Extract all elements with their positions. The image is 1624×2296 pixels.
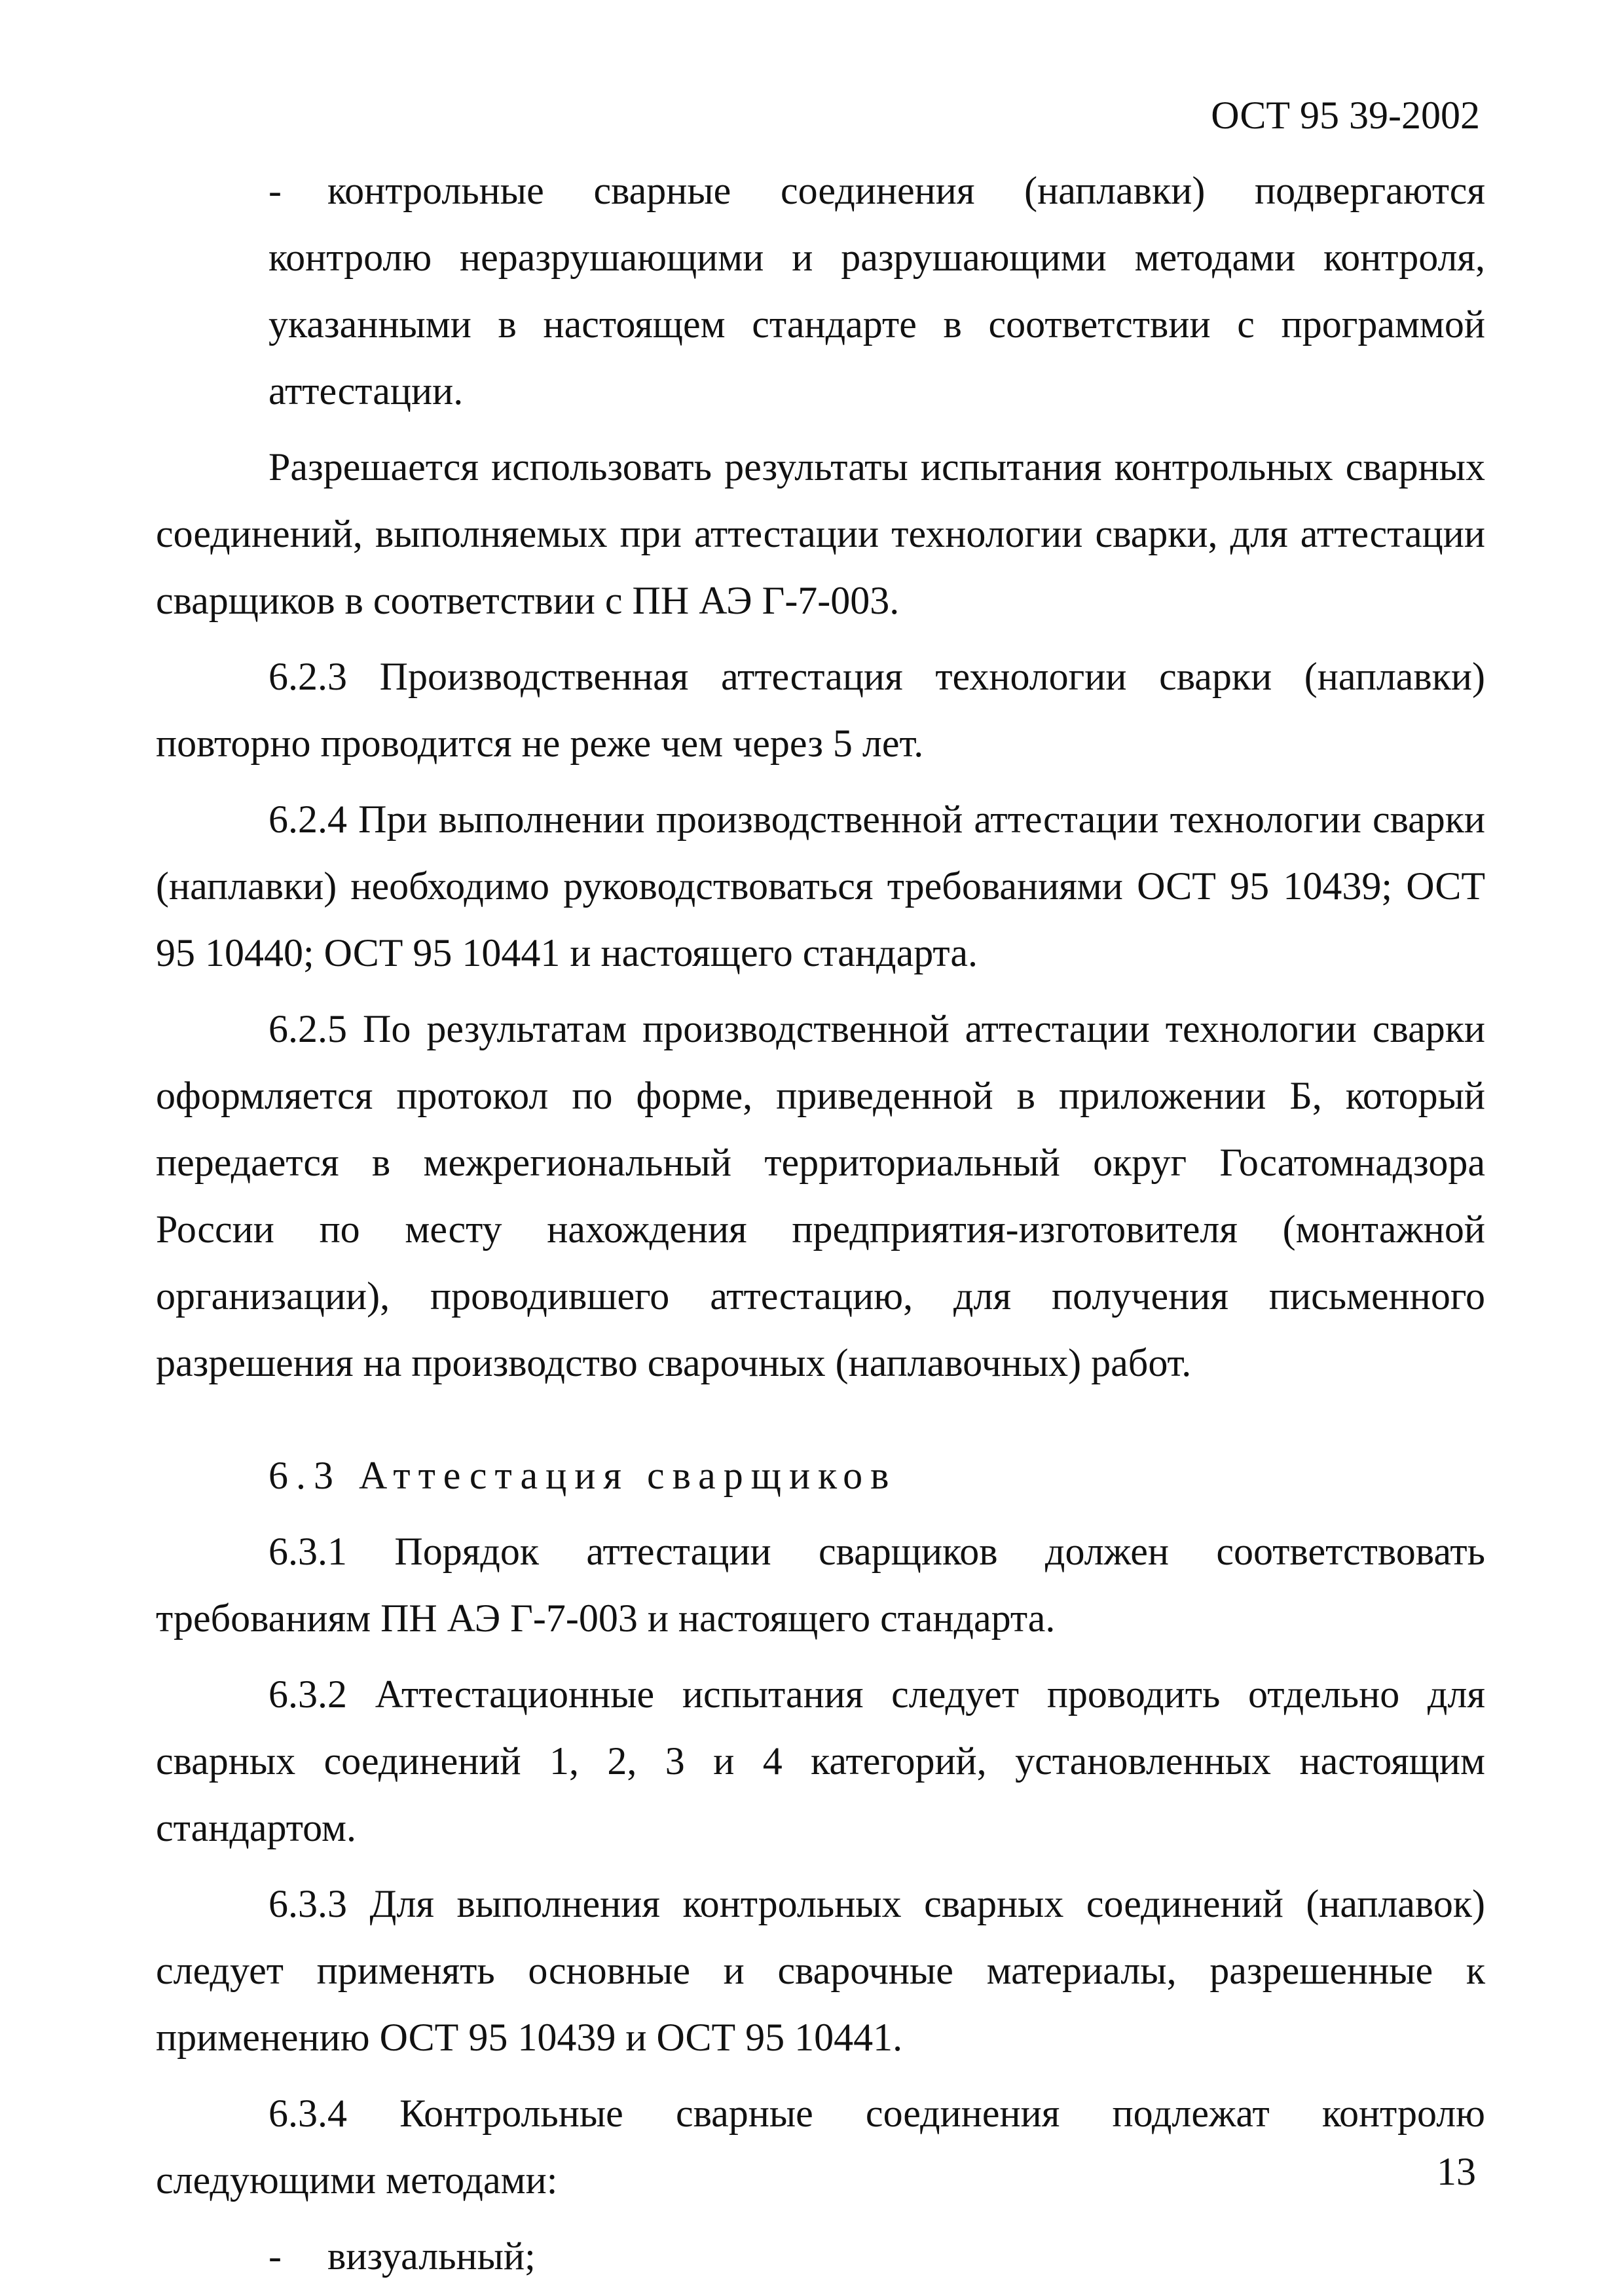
clause-6-2-3: 6.2.3 Производственная аттестация технологии сварки (наплавки) повторно проводится не реже чем через 5 лет. bbox=[156, 655, 1485, 765]
list-item-text: контрольные сварные соединения (наплавки) подвергаются контролю неразрушающими и разрушающими методами контроля, указанными в настоящем стандарте в соответствии с программой аттестации. bbox=[268, 169, 1485, 413]
clause-6-3-2: 6.3.2 Аттестационные испытания следует проводить отдельно для сварных соединений 1, 2, 3 и 4 категорий, установленных настоящим стандартом. bbox=[156, 1673, 1485, 1849]
clause-6-3-4: 6.3.4 Контрольные сварные соединения подлежат контролю следующими методами: bbox=[156, 2092, 1485, 2202]
list-item-text: визуальный; bbox=[327, 2234, 536, 2278]
dash-marker: - bbox=[268, 2234, 282, 2278]
dash-marker: - bbox=[268, 169, 282, 212]
document-code: ОСТ 95 39-2002 bbox=[1211, 94, 1480, 137]
clause-6-2-4: 6.2.4 При выполнении производственной аттестации технологии сварки (наплавки) необходимо руководствоваться требованиями ОСТ 95 10439; ОСТ 95 10440; ОСТ 95 10441 и настоящего стандарта. bbox=[156, 798, 1485, 974]
clause-6-2-5: 6.2.5 По результатам производственной аттестации технологии сварки оформляется протокол по форме, приведенной в приложении Б, который передается в межрегиональный территориальный округ Госатомнадзора России по месту нахождения предприятия-изготовителя (монтажной организации), проводившего аттестацию, для получения письменного разрешения на производство сварочных (наплавочных) работ. bbox=[156, 1007, 1485, 1384]
clause-6-3-1: 6.3.1 Порядок аттестации сварщиков должен соответствовать требованиям ПН АЭ Г-7-003 и настоящего стандарта. bbox=[156, 1530, 1485, 1640]
page-number: 13 bbox=[1437, 2150, 1476, 2193]
clause-6-3-3: 6.3.3 Для выполнения контрольных сварных соединений (наплавок) следует применять основные и сварочные материалы, разрешенные к применению ОСТ 95 10439 и ОСТ 95 10441. bbox=[156, 1882, 1485, 2059]
list-item bbox=[156, 157, 1485, 424]
list-item bbox=[156, 2223, 1485, 2289]
section-heading: 6.3 Аттестация сварщиков bbox=[268, 1454, 897, 1497]
document-body bbox=[156, 157, 1485, 2289]
paragraph: Разрешается использовать результаты испытания контрольных сварных соединений, выполняемых при аттестации технологии сварки, для аттестации сварщиков в соответствии с ПН АЭ Г-7-003. bbox=[156, 445, 1485, 622]
